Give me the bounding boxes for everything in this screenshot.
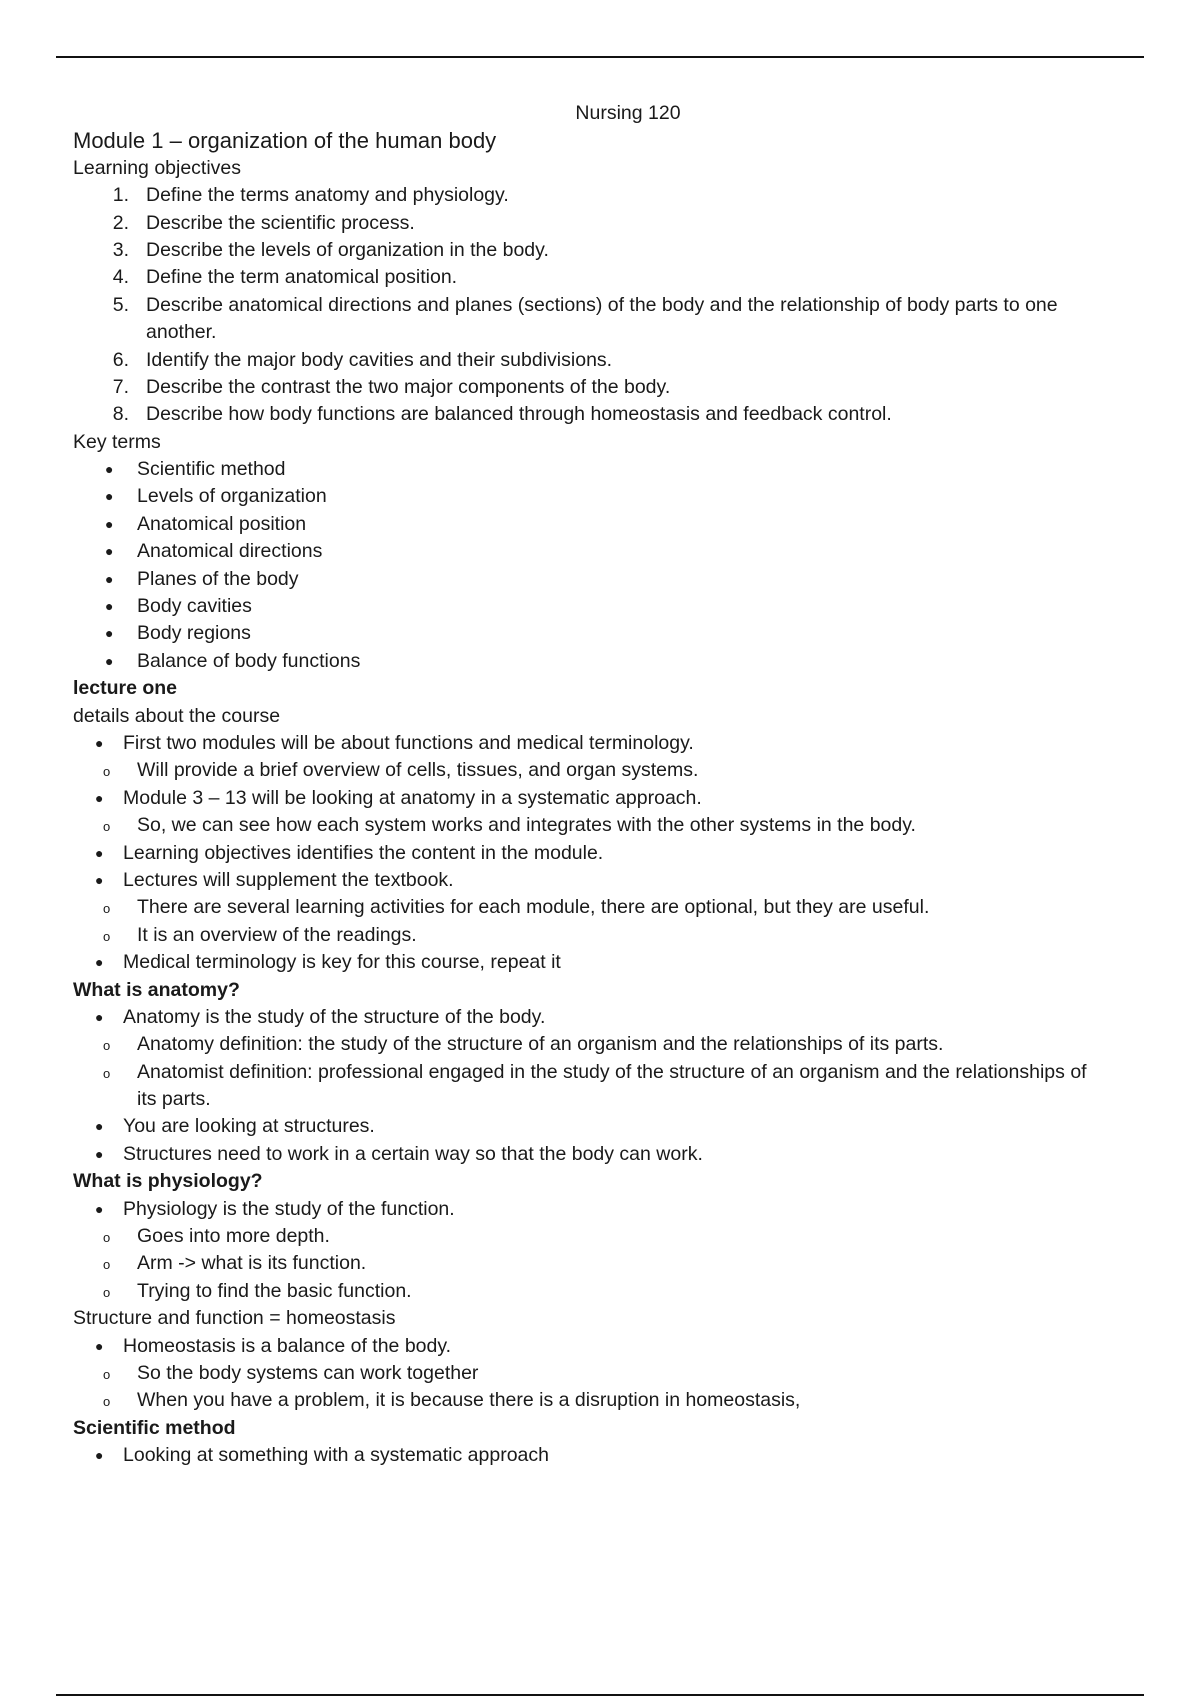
physiology-heading: What is physiology? bbox=[73, 1170, 263, 1193]
list-item-text: Describe anatomical directions and planes (sections) of the body and the relationship of body parts to one bbox=[146, 293, 1058, 316]
sub-list-item-text: It is an overview of the readings. bbox=[137, 923, 417, 946]
list-item bbox=[73, 401, 1143, 428]
bullet-icon: ● bbox=[105, 461, 114, 478]
list-item bbox=[73, 785, 1143, 812]
bullet-icon: ● bbox=[105, 543, 114, 560]
list-item-text: Physiology is the study of the function. bbox=[123, 1197, 455, 1220]
list-item-text: Lectures will supplement the textbook. bbox=[123, 868, 454, 891]
list-item bbox=[73, 511, 1143, 538]
list-item-text: Module 3 – 13 will be looking at anatomy in a systematic approach. bbox=[123, 786, 702, 809]
circle-bullet-icon: o bbox=[103, 901, 111, 917]
bullet-icon: ● bbox=[95, 1447, 104, 1464]
list-item-text: Looking at something with a systematic approach bbox=[123, 1444, 549, 1467]
list-item-text: Structures need to work in a certain way so that the body can work. bbox=[123, 1142, 703, 1165]
list-item bbox=[73, 620, 1143, 647]
bullet-icon: ● bbox=[105, 488, 114, 505]
bullet-icon: ● bbox=[95, 1337, 104, 1354]
list-item-text: Learning objectives identifies the content in the module. bbox=[123, 841, 604, 864]
document-body bbox=[73, 100, 1143, 1470]
sub-list-item-text: Anatomist definition: professional engaged in the study of the structure of an organism and the relationships of bbox=[137, 1060, 1087, 1083]
list-item bbox=[73, 730, 1143, 757]
list-item-text: Describe how body functions are balanced through homeostasis and feedback control. bbox=[146, 403, 892, 426]
sub-list-item bbox=[73, 812, 1143, 839]
sub-list-item bbox=[73, 1387, 1143, 1414]
list-item-text: Define the terms anatomy and physiology. bbox=[146, 184, 509, 207]
list-item-text: Scientific method bbox=[137, 458, 286, 481]
lecture-one-list bbox=[73, 730, 1143, 977]
list-item-continuation: another. bbox=[146, 321, 217, 344]
sub-list-item bbox=[73, 1059, 1143, 1086]
sub-list-item-text: Trying to find the basic function. bbox=[137, 1279, 412, 1302]
sub-list-item-text: Arm -> what is its function. bbox=[137, 1252, 367, 1275]
list-item bbox=[73, 867, 1143, 894]
sub-list-item-continuation: its parts. bbox=[137, 1088, 211, 1111]
bullet-icon: ● bbox=[95, 1200, 104, 1217]
list-item-text: Describe the scientific process. bbox=[146, 211, 415, 234]
list-number: 6. bbox=[112, 348, 129, 371]
list-item bbox=[73, 210, 1143, 237]
list-item bbox=[73, 1196, 1143, 1223]
list-item bbox=[73, 292, 1143, 319]
list-item-text: Body regions bbox=[137, 622, 251, 645]
list-item bbox=[73, 1141, 1143, 1168]
list-item bbox=[73, 1442, 1143, 1469]
sub-list-item bbox=[73, 922, 1143, 949]
list-item bbox=[73, 237, 1143, 264]
circle-bullet-icon: o bbox=[103, 1065, 111, 1081]
bullet-icon: ● bbox=[95, 734, 104, 751]
bullet-icon: ● bbox=[105, 515, 114, 532]
bullet-icon: ● bbox=[95, 789, 104, 806]
list-number: 7. bbox=[112, 375, 129, 398]
list-number: 2. bbox=[112, 211, 129, 234]
list-item-text: Anatomical position bbox=[137, 512, 307, 535]
list-item bbox=[73, 648, 1143, 675]
list-item bbox=[73, 182, 1143, 209]
key-terms-list bbox=[73, 456, 1143, 675]
list-number: 5. bbox=[112, 293, 129, 316]
list-item bbox=[73, 1004, 1143, 1031]
scientific-method-list bbox=[73, 1442, 1143, 1469]
sub-list-item bbox=[73, 1223, 1143, 1250]
list-item bbox=[73, 840, 1143, 867]
bullet-icon: ● bbox=[95, 871, 104, 888]
sub-list-item bbox=[73, 1360, 1143, 1387]
sub-list-item bbox=[73, 757, 1143, 784]
list-item bbox=[73, 264, 1143, 291]
bullet-icon: ● bbox=[105, 625, 114, 642]
learning-objectives-heading: Learning objectives bbox=[73, 156, 242, 179]
scientific-method-heading: Scientific method bbox=[73, 1416, 236, 1439]
page-title: Nursing 120 bbox=[575, 102, 681, 124]
circle-bullet-icon: o bbox=[103, 1257, 111, 1273]
list-item bbox=[73, 456, 1143, 483]
list-item-text: Medical terminology is key for this course, repeat it bbox=[123, 951, 561, 974]
list-number: 1. bbox=[112, 184, 129, 207]
lecture-one-subheading: details about the course bbox=[73, 704, 281, 727]
list-number: 8. bbox=[112, 403, 129, 426]
circle-bullet-icon: o bbox=[103, 1394, 111, 1410]
list-item-text: Balance of body functions bbox=[137, 649, 361, 672]
list-item bbox=[73, 483, 1143, 510]
physiology-list bbox=[73, 1196, 1143, 1306]
sub-list-item-text: Will provide a brief overview of cells, tissues, and organ systems. bbox=[137, 759, 699, 782]
bullet-icon: ● bbox=[95, 954, 104, 971]
sub-list-item bbox=[73, 1250, 1143, 1277]
bullet-icon: ● bbox=[95, 844, 104, 861]
list-item bbox=[73, 1113, 1143, 1140]
bullet-icon: ● bbox=[95, 1008, 104, 1025]
list-item-text: Anatomy is the study of the structure of the body. bbox=[123, 1005, 546, 1028]
list-item-text: You are looking at structures. bbox=[123, 1115, 375, 1138]
bullet-icon: ● bbox=[95, 1145, 104, 1162]
bullet-icon: ● bbox=[105, 598, 114, 615]
list-item bbox=[73, 566, 1143, 593]
homeostasis-heading: Structure and function = homeostasis bbox=[73, 1307, 396, 1330]
list-item-text: Describe the contrast the two major components of the body. bbox=[146, 375, 671, 398]
sub-list-item-text: There are several learning activities for each module, there are optional, but they are useful. bbox=[137, 896, 930, 919]
list-item bbox=[73, 347, 1143, 374]
sub-list-item-text: When you have a problem, it is because there is a disruption in homeostasis, bbox=[137, 1389, 801, 1412]
lecture-one-heading: lecture one bbox=[73, 677, 178, 700]
list-item-text: Anatomical directions bbox=[137, 540, 323, 563]
list-item-text: Planes of the body bbox=[137, 567, 299, 590]
list-number: 4. bbox=[112, 266, 129, 289]
homeostasis-list bbox=[73, 1333, 1143, 1415]
top-rule bbox=[56, 56, 1144, 58]
circle-bullet-icon: o bbox=[103, 764, 111, 780]
list-item-text: Describe the levels of organization in the body. bbox=[146, 238, 549, 261]
circle-bullet-icon: o bbox=[103, 819, 111, 835]
learning-objectives-list bbox=[73, 182, 1143, 429]
list-item-text: First two modules will be about functions and medical terminology. bbox=[123, 731, 694, 754]
key-terms-heading: Key terms bbox=[73, 430, 161, 453]
anatomy-list bbox=[73, 1004, 1143, 1168]
list-item-text: Identify the major body cavities and their subdivisions. bbox=[146, 348, 613, 371]
list-item-text: Homeostasis is a balance of the body. bbox=[123, 1334, 452, 1357]
anatomy-heading: What is anatomy? bbox=[73, 978, 240, 1001]
sub-list-item-text: Goes into more depth. bbox=[137, 1225, 330, 1248]
circle-bullet-icon: o bbox=[103, 1230, 111, 1246]
circle-bullet-icon: o bbox=[103, 1366, 111, 1382]
bottom-rule bbox=[56, 1694, 1144, 1696]
list-item bbox=[73, 374, 1143, 401]
sub-list-item-text: Anatomy definition: the study of the structure of an organism and the relationships of its parts. bbox=[137, 1033, 944, 1056]
list-number: 3. bbox=[112, 238, 129, 261]
circle-bullet-icon: o bbox=[103, 1038, 111, 1054]
sub-list-item bbox=[73, 1278, 1143, 1305]
list-item-text: Levels of organization bbox=[137, 485, 327, 508]
list-item bbox=[73, 949, 1143, 976]
list-item bbox=[73, 538, 1143, 565]
circle-bullet-icon: o bbox=[103, 1284, 111, 1300]
circle-bullet-icon: o bbox=[103, 928, 111, 944]
sub-list-item-text: So the body systems can work together bbox=[137, 1361, 479, 1384]
sub-list-item-text: So, we can see how each system works and integrates with the other systems in the body. bbox=[137, 814, 916, 837]
sub-list-item bbox=[73, 1031, 1143, 1058]
bullet-icon: ● bbox=[105, 570, 114, 587]
bullet-icon: ● bbox=[95, 1118, 104, 1135]
bullet-icon: ● bbox=[105, 652, 114, 669]
module-heading: Module 1 – organization of the human body bbox=[73, 128, 497, 154]
list-item bbox=[73, 1333, 1143, 1360]
list-item-text: Define the term anatomical position. bbox=[146, 266, 458, 289]
sub-list-item bbox=[73, 894, 1143, 921]
list-item-text: Body cavities bbox=[137, 595, 252, 618]
list-item bbox=[73, 593, 1143, 620]
